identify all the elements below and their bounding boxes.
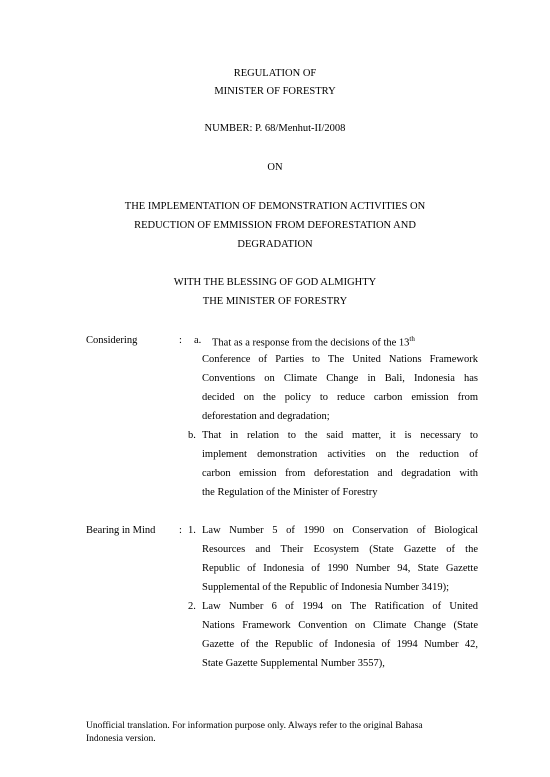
title-line-2: REDUCTION OF EMMISSION FROM DEFORESTATION AND [134,220,416,231]
item-2-line-1: Law Number 6 of 1994 on The Ratification of United [202,601,478,612]
item-1-line-2: Resources and Their Ecosystem (State Gazette of the [202,544,478,555]
blessing-line: WITH THE BLESSING OF GOD ALMIGHTY [173,277,377,288]
bearing-colon: : [179,525,182,536]
translation-disclaimer [86,720,476,746]
minister-heading: MINISTER OF FORESTRY [214,86,336,97]
item-b-line-4: the Regulation of the Minister of Forestry [202,487,378,498]
considering-colon: : [179,335,182,346]
item-a-line-5: deforestation and degradation; [202,411,330,422]
item-a-line-4: decided on the policy to reduce carbon emission from [202,392,478,403]
disclaimer-line-2: Indonesia version. [86,734,156,744]
on-heading: ON [267,162,283,173]
item-b-line-2: implement demonstration activities on the reduction of [202,449,478,460]
item-marker: a. [194,335,202,346]
item-a-line-3: Conventions on Climate Change in Bali, Indonesia has [202,373,478,384]
item-2-line-4: State Gazette Supplemental Number 3557), [202,658,385,669]
disclaimer-line-1: Unofficial translation. For information purpose only. Always refer to the original Bahasa [86,721,423,731]
item-marker: b. [188,430,196,441]
item-1-line-3: Republic of Indonesia of 1990 Number 94, State Gazette [202,563,478,574]
item-marker: 2. [188,601,196,612]
item-2-line-3: Gazette of the Republic of Indonesia of 1994 Number 42, [202,639,478,650]
regulation-number: NUMBER: P. 68/Menhut-II/2008 [204,123,346,134]
title-line-3: DEGRADATION [237,239,313,250]
item-marker: 1. [188,525,196,536]
bearing-label: Bearing in Mind [86,525,156,536]
item-b-line-3: carbon emission from deforestation and degradation with [202,468,478,479]
item-b-line-1: That in relation to the said matter, it is necessary to [202,430,478,441]
considering-label: Considering [86,335,138,346]
regulation-heading: REGULATION OF [233,68,317,79]
item-2-line-2: Nations Framework Convention on Climate Change (State [202,620,478,631]
item-1-line-1: Law Number 5 of 1990 on Conservation of Biological [202,525,478,536]
item-a-line-1: That as a response from the decisions of the 13th [212,335,415,349]
item-1-line-4: Supplemental of the Republic of Indonesia Number 3419); [202,582,449,593]
minister-line: THE MINISTER OF FORESTRY [202,296,348,307]
title-line-1: THE IMPLEMENTATION OF DEMONSTRATION ACTIVITIES ON [124,201,426,212]
item-a-line-2: Conference of Parties to The United Nations Framework [202,354,478,365]
